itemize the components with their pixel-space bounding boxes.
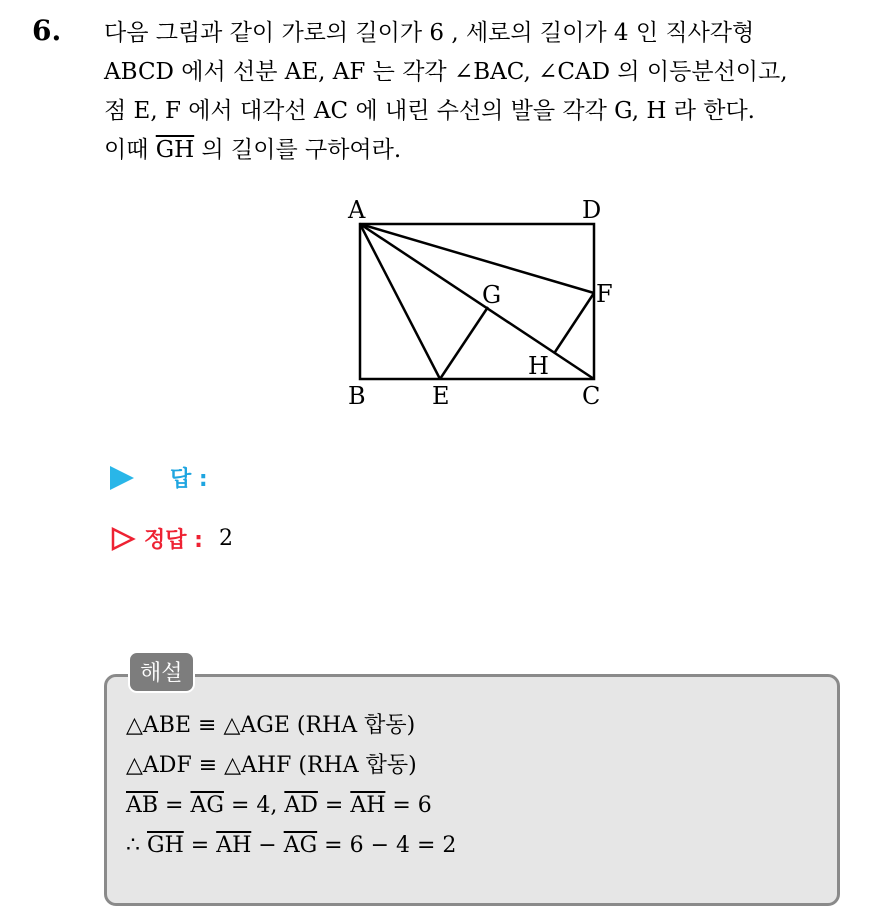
line-ac: [360, 224, 594, 379]
label-f: F: [596, 280, 613, 308]
line-fh: [555, 293, 594, 352]
answer-label: 답 :: [170, 467, 208, 492]
question-number: 6.: [32, 14, 62, 47]
eq-text: =: [317, 793, 351, 818]
correct-answer-value: 2: [218, 526, 233, 551]
answer-row: [110, 462, 208, 493]
eq-text: = 4,: [223, 793, 285, 818]
solution-line-2: △ADF ≡ △AHF (RHA 합동): [126, 753, 417, 778]
question-text: [104, 14, 864, 170]
play-outline-icon: [110, 526, 136, 552]
correct-answer-label: 정답 :: [144, 528, 203, 553]
solution-tag: 해설: [128, 651, 195, 693]
eq-text: = 6 − 4 = 2: [317, 833, 457, 858]
label-h: H: [528, 352, 549, 380]
segment-gh: $\overline{GH}$: [155, 137, 195, 163]
segment-ad: $\overline{AD}$: [284, 793, 318, 818]
line-eg: [440, 307, 488, 379]
question-line-4: [104, 131, 864, 170]
question-line-4-rest: 의 길이를 구하여라.: [201, 137, 402, 163]
eq-text: −: [251, 833, 284, 858]
label-d: D: [582, 196, 602, 224]
line-af: [360, 224, 594, 293]
segment-ah: $\overline{AH}$: [350, 793, 386, 818]
solution-body: [126, 706, 456, 866]
segment-ag: $\overline{AG}$: [283, 833, 318, 858]
line-ae: [360, 224, 440, 379]
question-line-1: 다음 그림과 같이 가로의 길이가 6 , 세로의 길이가 4 인 직사각형: [104, 20, 755, 46]
question-line-4-prefix: 이때: [104, 137, 149, 163]
correct-answer-row: [110, 523, 233, 554]
label-b: B: [348, 382, 366, 410]
play-icon: [110, 466, 134, 490]
segment-ab: $\overline{AB}$: [126, 793, 159, 818]
solution-line-4: [126, 826, 456, 866]
solution-line-3: [126, 786, 456, 826]
label-c: C: [582, 382, 601, 410]
label-e: E: [432, 382, 450, 410]
segment-ah: $\overline{AH}$: [216, 833, 252, 858]
eq-text: =: [183, 833, 217, 858]
question-line-3: 점 E, F 에서 대각선 AC 에 내린 수선의 발을 각각 G, H 라 한다.: [104, 98, 755, 124]
rectangle-figure: [330, 190, 630, 420]
label-g: G: [482, 281, 502, 309]
segment-ag: $\overline{AG}$: [190, 793, 224, 818]
eq-text: =: [158, 793, 191, 818]
eq-text: = 6: [385, 793, 432, 818]
segment-gh: $\overline{GH}$: [147, 833, 184, 858]
solution-line-1: △ABE ≡ △AGE (RHA 합동): [126, 713, 416, 738]
question-line-2: ABCD 에서 선분 AE, AF 는 각각 ∠BAC, ∠CAD 의 이등분선이고,: [104, 59, 788, 85]
therefore-symbol: ∴: [126, 833, 147, 858]
label-a: A: [348, 196, 366, 224]
